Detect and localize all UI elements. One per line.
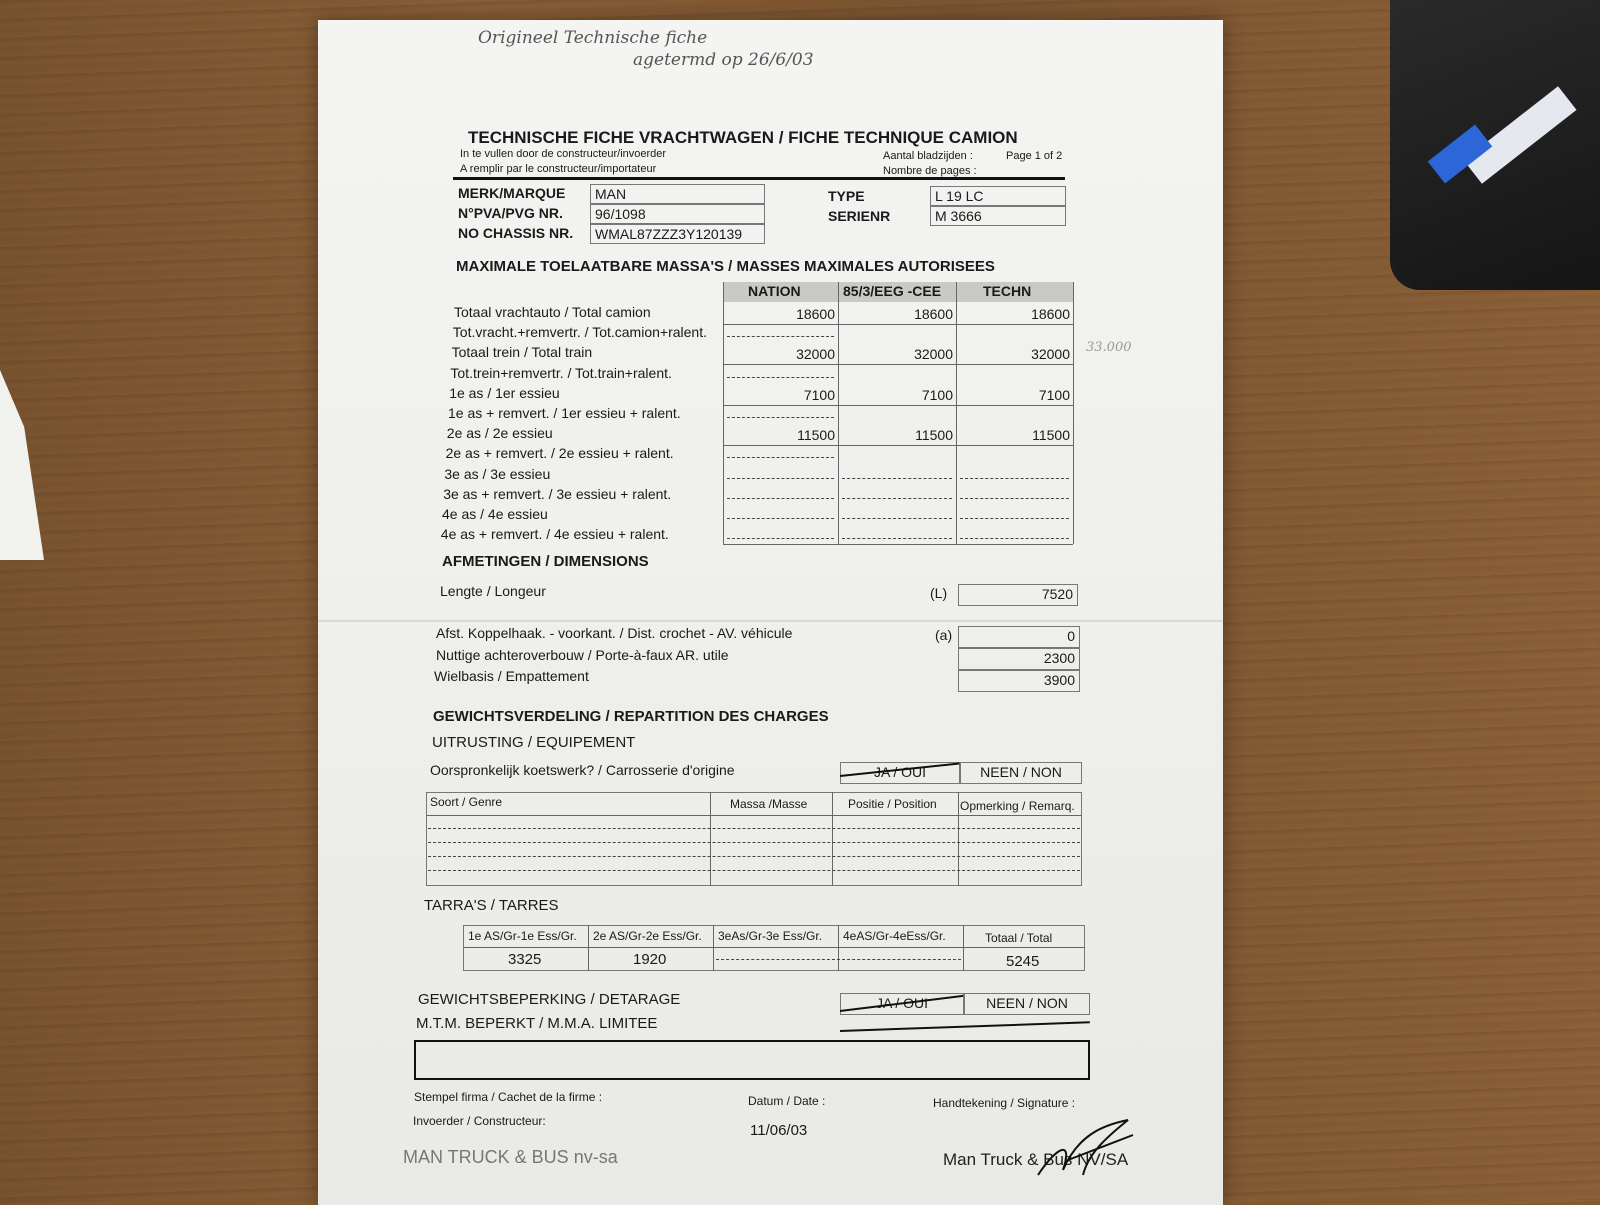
- tare-value-total: 5245: [1006, 953, 1040, 970]
- mass-cell-rule: [838, 405, 956, 406]
- equipment-dash-line: [428, 842, 1080, 843]
- mass-row-label: 2e as / 2e essieu: [446, 425, 553, 442]
- mass-cell-rule: [956, 445, 1073, 446]
- wheelbase-value: 3900: [958, 670, 1080, 692]
- masses-grid-line: [1073, 282, 1074, 544]
- mass-cell-rule: [723, 445, 838, 446]
- mass-row-label: Totaal vrachtauto / Total camion: [454, 304, 651, 320]
- mass-row-label: Tot.trein+remvertr. / Tot.train+ralent.: [450, 364, 672, 381]
- date-value: 11/06/03: [750, 1122, 808, 1139]
- document-page: [318, 20, 1223, 1205]
- equipment-dash-line: [428, 856, 1080, 857]
- page-number: Page 1 of 2: [1006, 150, 1063, 162]
- coupling-code: (a): [935, 627, 953, 643]
- column-eec: 85/3/EEG -CEE: [843, 283, 942, 299]
- distribution-heading: GEWICHTSVERDELING / REPARTITION DES CHARGES: [433, 708, 829, 725]
- tares-grid-line: [588, 925, 589, 971]
- limit-no-option: NEEN / NON: [964, 993, 1090, 1015]
- strike-through-mark: [840, 1021, 1090, 1032]
- chassis-value: WMAL87ZZZ3Y120139: [590, 224, 765, 244]
- company-stamp-right: Man Truck & Bus NV/SA: [943, 1150, 1129, 1169]
- mass-empty-dash: [960, 478, 1069, 479]
- pva-label: N°PVA/PVG NR.: [458, 205, 563, 221]
- mass-empty-dash: [727, 498, 834, 499]
- mass-empty-dash: [727, 538, 834, 539]
- header-rule: [453, 177, 1065, 180]
- tares-heading: TARRA'S / TARRES: [424, 897, 559, 914]
- dimensions-heading: AFMETINGEN / DIMENSIONS: [442, 553, 649, 570]
- type-value: L 19 LC: [930, 186, 1066, 206]
- column-techn: TECHN: [983, 283, 1032, 299]
- company-stamp-left: MAN TRUCK & BUS nv-sa: [403, 1147, 618, 1167]
- stamp-label: Stempel firma / Cachet de la firme :: [414, 1090, 603, 1104]
- masses-grid-line: [723, 544, 1073, 545]
- handwritten-signature: [1033, 1115, 1143, 1185]
- date-label: Datum / Date :: [748, 1094, 826, 1108]
- equipment-grid-line: [958, 792, 959, 886]
- tare-col-3: 3eAs/Gr-3e Ess/Gr.: [718, 929, 823, 943]
- mass-value: 32000: [914, 346, 953, 363]
- mass-value: 7100: [1038, 386, 1070, 403]
- mass-empty-dash: [727, 518, 834, 519]
- limit-label-1: GEWICHTSBEPERKING / DETARAGE: [418, 991, 681, 1008]
- handwritten-note-line2: agetermd op 26/6/03: [633, 50, 814, 70]
- tares-grid-line: [713, 925, 714, 971]
- length-value: 7520: [958, 584, 1078, 606]
- mass-cell-rule: [838, 364, 956, 365]
- make-label: MERK/MARQUE: [458, 185, 566, 201]
- mass-empty-dash: [727, 457, 834, 458]
- importer-label: Invoerder / Constructeur:: [413, 1114, 546, 1128]
- tare-col-1: 1e AS/Gr-1e Ess/Gr.: [468, 929, 577, 943]
- mass-empty-dash: [842, 498, 952, 499]
- mass-value: 7100: [803, 386, 835, 403]
- mass-empty-dash: [842, 478, 952, 479]
- serie-value: M 3666: [930, 206, 1066, 226]
- equipment-grid-line: [832, 792, 833, 886]
- mass-value: 18600: [1031, 306, 1070, 322]
- mass-row-label: 1e as + remvert. / 1er essieu + ralent.: [448, 405, 681, 421]
- mass-cell-rule: [956, 324, 1073, 325]
- tares-grid-line: [463, 947, 1085, 948]
- mass-empty-dash: [842, 518, 952, 519]
- length-label: Lengte / Longeur: [440, 583, 546, 599]
- mass-value: 32000: [796, 346, 835, 363]
- mass-row-label: 2e as + remvert. / 2e essieu + ralent.: [445, 445, 674, 462]
- col-remark: Opmerking / Remarq.: [960, 799, 1075, 813]
- body-no-option: NEEN / NON: [960, 762, 1082, 784]
- length-code: (L): [930, 585, 948, 601]
- tare-col-2: 2e AS/Gr-2e Ess/Gr.: [593, 929, 702, 943]
- equipment-label: UITRUSTING / EQUIPEMENT: [432, 734, 636, 751]
- equipment-dash-line: [428, 870, 1080, 871]
- limit-yes-option: JA / OUI: [840, 993, 964, 1015]
- mass-row-label: Tot.vracht.+remvertr. / Tot.camion+ralent.: [452, 324, 707, 341]
- paper-fold: [318, 620, 1223, 624]
- mass-empty-dash: [727, 377, 834, 378]
- form-title: TECHNISCHE FICHE VRACHTWAGEN / FICHE TECHNIQUE CAMION: [468, 128, 1018, 147]
- form-subtitle-fr: A remplir par le constructeur/importateur: [460, 163, 657, 175]
- pva-value: 96/1098: [590, 204, 765, 224]
- tare-value-1: 3325: [508, 951, 542, 968]
- mass-row-label: 1e as / 1er essieu: [449, 384, 560, 401]
- wheelbase-label: Wielbasis / Empattement: [434, 668, 589, 684]
- mass-cell-rule: [723, 364, 838, 365]
- mass-cell-rule: [956, 405, 1073, 406]
- tare-value-2: 1920: [633, 951, 667, 968]
- limit-label-2: M.T.M. BEPERKT / M.M.A. LIMITEE: [416, 1015, 658, 1032]
- mass-cell-rule: [723, 405, 838, 406]
- make-value: MAN: [590, 184, 765, 204]
- col-genre: Soort / Genre: [430, 795, 503, 809]
- mass-value: 32000: [1031, 346, 1070, 363]
- tares-grid-line: [963, 925, 964, 971]
- mass-row-label: 4e as + remvert. / 4e essieu + ralent.: [440, 526, 669, 543]
- column-nation: NATION: [748, 283, 801, 299]
- tare-col-total: Totaal / Total: [985, 931, 1053, 945]
- mass-empty-dash: [727, 417, 834, 418]
- mass-row-label: 3e as + remvert. / 3e essieu + ralent.: [443, 485, 672, 502]
- mass-row-label: 3e as / 3e essieu: [444, 465, 551, 482]
- mass-empty-dash: [960, 538, 1069, 539]
- overhang-value: 2300: [958, 648, 1080, 670]
- coupling-value: 0: [958, 626, 1080, 648]
- signature-label: Handtekening / Signature :: [933, 1096, 1076, 1110]
- mass-row-label: 4e as / 4e essieu: [442, 506, 548, 522]
- tare-col-4: 4eAS/Gr-4eEss/Gr.: [843, 929, 946, 943]
- handwritten-margin-note: 33.000: [1086, 340, 1132, 355]
- mass-cell-rule: [956, 364, 1073, 365]
- mass-empty-dash: [842, 538, 952, 539]
- coupling-label: Afst. Koppelhaak. - voorkant. / Dist. crochet - AV. véhicule: [436, 625, 793, 641]
- equipment-grid-line: [426, 815, 1082, 816]
- limit-entry-box: [414, 1040, 1090, 1080]
- pages-label-nl: Aantal bladzijden :: [883, 150, 973, 162]
- handwritten-note-line1: Origineel Technische fiche: [478, 28, 708, 48]
- form-subtitle-nl: In te vullen door de constructeur/invoerder: [460, 148, 667, 160]
- masses-heading: MAXIMALE TOELAATBARE MASSA'S / MASSES MAXIMALES AUTORISEES: [456, 258, 995, 275]
- pages-label-fr: Nombre de pages :: [883, 165, 977, 177]
- overhang-label: Nuttige achteroverbouw / Porte-à-faux AR. utile: [436, 647, 729, 663]
- chassis-label: NO CHASSIS NR.: [458, 225, 574, 241]
- mass-value: 18600: [796, 306, 835, 322]
- black-device: [1390, 0, 1600, 290]
- type-label: TYPE: [828, 188, 865, 204]
- equipment-dash-line: [428, 828, 1080, 829]
- mass-cell-rule: [838, 445, 956, 446]
- mass-value: 18600: [914, 306, 953, 322]
- mass-empty-dash: [727, 336, 834, 337]
- mass-cell-rule: [723, 324, 838, 325]
- mass-value: 11500: [915, 427, 953, 444]
- body-yes-option: JA / OUI: [840, 762, 960, 784]
- mass-value: 11500: [1032, 427, 1070, 444]
- mass-value: 7100: [921, 386, 953, 403]
- serie-label: SERIENR: [828, 208, 891, 224]
- equipment-grid-line: [710, 792, 711, 886]
- tares-grid-line: [838, 925, 839, 971]
- tare-empty-dash: [716, 959, 961, 960]
- mass-empty-dash: [727, 478, 834, 479]
- col-position: Positie / Position: [848, 797, 937, 811]
- original-body-label: Oorspronkelijk koetswerk? / Carrosserie d'origine: [430, 762, 735, 778]
- mass-cell-rule: [838, 324, 956, 325]
- mass-empty-dash: [960, 498, 1069, 499]
- mass-value: 11500: [797, 427, 835, 444]
- mass-row-label: Totaal trein / Total train: [451, 344, 593, 361]
- col-mass: Massa /Masse: [730, 797, 808, 811]
- paper-scrap: [0, 370, 44, 560]
- mass-empty-dash: [960, 518, 1069, 519]
